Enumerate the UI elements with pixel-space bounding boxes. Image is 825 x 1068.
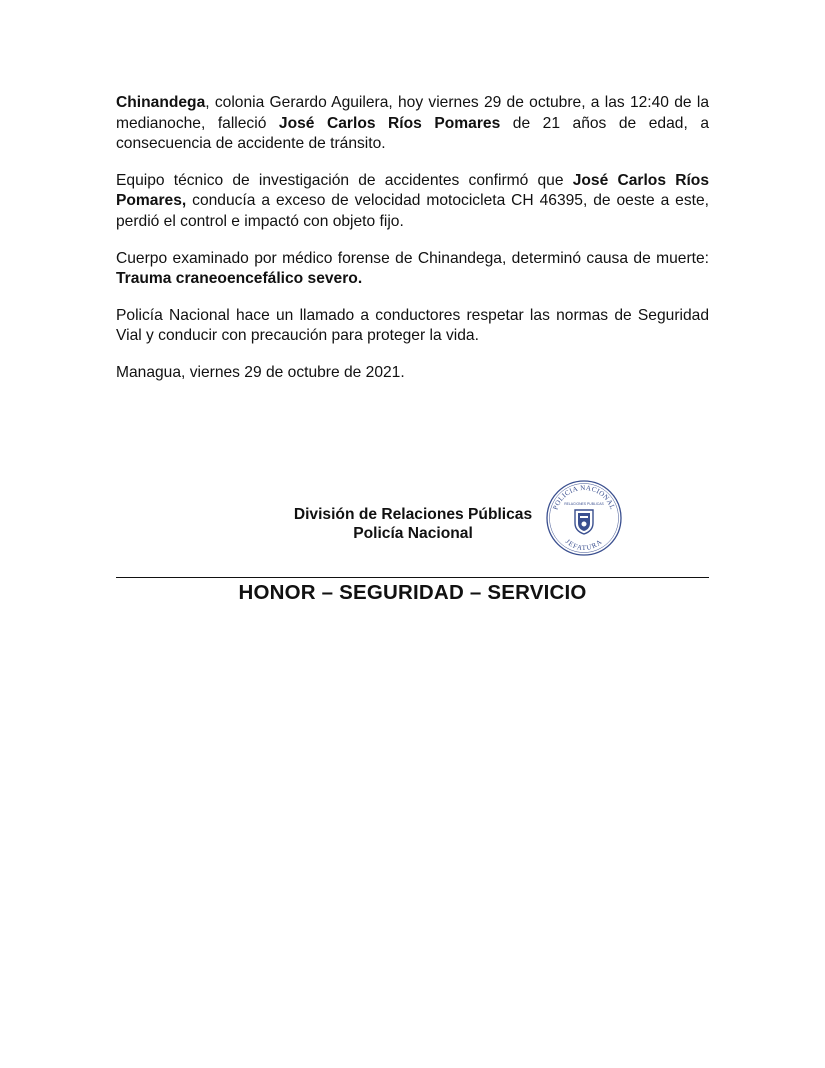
- signature-block: [260, 505, 566, 543]
- paragraph-investigation: Equipo técnico de investigación de accidentes confirmó que José Carlos Ríos Pomares, conducía a exceso de velocidad motocicleta CH 46395, de oeste a este, perdió el control e impactó con objeto fijo.: [116, 171, 709, 230]
- victim-name-2: José Carlos Ríos Pomares,: [116, 171, 709, 210]
- victim-name: José Carlos Ríos Pomares: [278, 114, 501, 132]
- seal-top-text: POLICIA NACIONAL: [551, 483, 617, 511]
- signature-institution: Policía Nacional: [353, 525, 473, 542]
- seal-inner-text: RELACIONES PUBLICAS: [564, 502, 604, 506]
- seal-bottom-text: JEFATURA: [563, 537, 605, 553]
- motto: HONOR – SEGURIDAD – SERVICIO: [238, 581, 587, 604]
- paragraph-date: Managua, viernes 29 de octubre de 2021.: [116, 363, 405, 381]
- press-release-body: [116, 93, 709, 400]
- city-name: Chinandega: [116, 94, 206, 111]
- paragraph-incident: Chinandega, colonia Gerardo Aguilera, hoy viernes 29 de octubre, a las 12:40 de la medianoche, falleció José Carlos Ríos Pomares de 21 años de edad, a consecuencia de accidente de tránsito.: [116, 94, 709, 153]
- paragraph-appeal: Policía Nacional hace un llamado a conductores respetar las normas de Seguridad Vial y conducir con precaución para proteger la vida.: [116, 306, 709, 345]
- cause-of-death: Trauma craneoencefálico severo.: [116, 270, 363, 288]
- signature-department: División de Relaciones Públicas: [293, 506, 533, 523]
- divider-line: [116, 577, 709, 578]
- paragraph-forensic: Cuerpo examinado por médico forense de Chinandega, determinó causa de muerte: Trauma craneoencefálico severo.: [116, 249, 709, 288]
- police-seal-icon: [544, 478, 624, 558]
